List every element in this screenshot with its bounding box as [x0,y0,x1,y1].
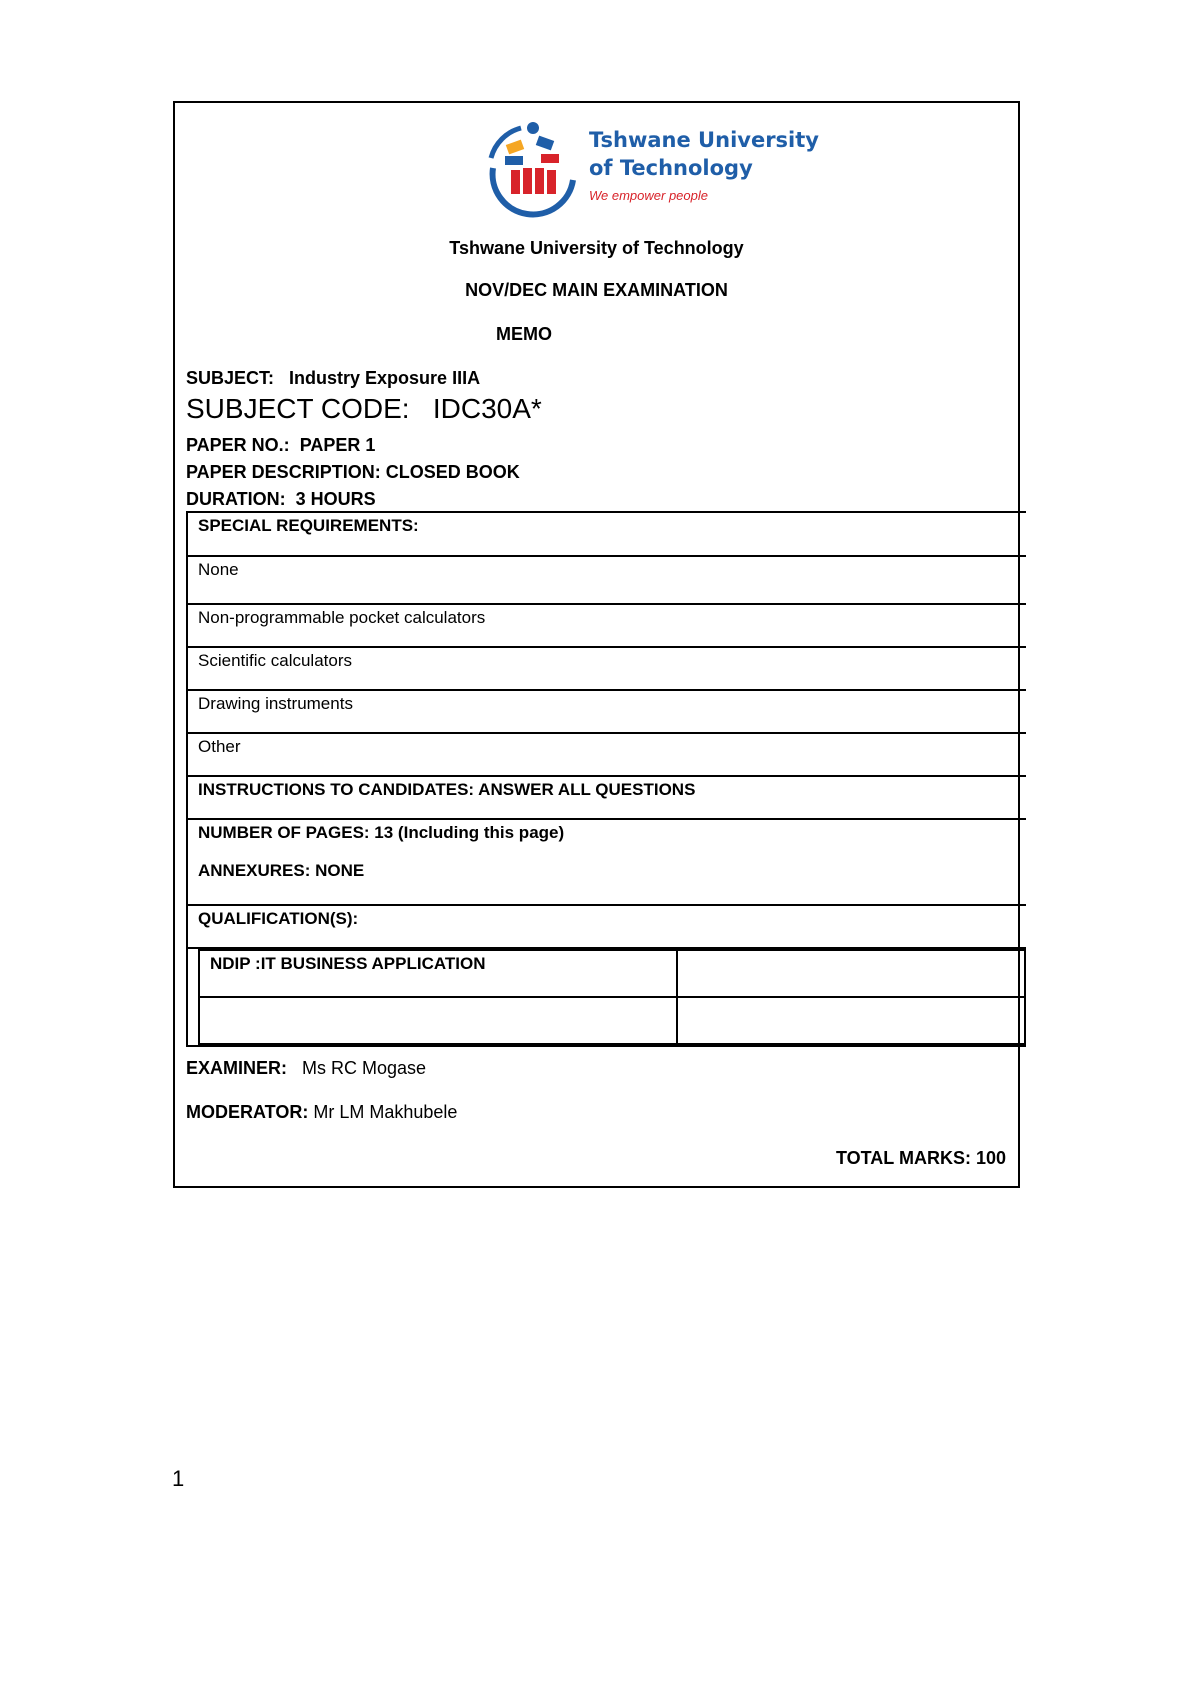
special-requirements-heading: SPECIAL REQUIREMENTS: [187,512,1026,556]
memo-label: MEMO [496,324,552,344]
annexures: ANNEXURES: NONE [198,861,365,880]
description-label: PAPER DESCRIPTION: [186,462,381,482]
qualifications-heading: QUALIFICATION(S): [187,905,1026,948]
requirement-item: Scientific calculators [187,647,1026,690]
pages-annexures-cell [187,819,1026,905]
qualification-cell [199,997,677,1044]
subject-label: SUBJECT: [186,368,275,388]
subject-code-label: SUBJECT CODE: [186,393,410,424]
requirement-item: None [187,556,1026,604]
qualification-cell [677,997,1025,1044]
university-emblem-icon [481,118,585,218]
university-logo [481,118,819,218]
examiner-value: Ms RC Mogase [302,1058,427,1078]
moderator-line [186,1102,457,1123]
qualifications-table [198,949,1026,1045]
requirements-table [186,511,1026,1047]
requirement-item: Non-programmable pocket calculators [187,604,1026,647]
exam-session: NOV/DEC MAIN EXAMINATION [465,280,728,300]
paper-label: PAPER NO.: [186,435,290,455]
qualification-cell [677,950,1025,997]
number-of-pages: NUMBER OF PAGES: 13 (Including this page) [198,823,565,842]
logo-tagline: We empower people [589,188,708,203]
paper-line [186,435,375,456]
moderator-value: Mr LM Makhubele [313,1102,458,1122]
institution-name: Tshwane University of Technology [449,238,744,258]
qualification-cell: NDIP :IT BUSINESS APPLICATION [199,950,677,997]
instructions-to-candidates: INSTRUCTIONS TO CANDIDATES: ANSWER ALL QUESTIONS [187,776,1026,819]
paper-value: PAPER 1 [299,435,376,455]
description-line [186,462,520,483]
description-value: CLOSED BOOK [385,462,520,482]
subject-value: Industry Exposure IIIA [289,368,481,388]
examiner-label: EXAMINER: [186,1058,288,1078]
moderator-label: MODERATOR: [186,1102,309,1122]
logo-name-line2: of Technology [589,156,753,180]
exam-cover-frame [173,101,1020,1188]
total-marks: TOTAL MARKS: 100 [835,1148,1006,1168]
subject-code-value: IDC30A* [432,393,542,424]
page-number: 1 [172,1466,185,1491]
requirement-item: Other [187,733,1026,776]
logo-name-line1: Tshwane University [589,128,819,152]
duration-line [186,489,376,510]
qualifications-cell [187,948,1026,1046]
requirement-item: Drawing instruments [187,690,1026,733]
examiner-line [186,1058,426,1079]
subject-line [186,368,480,389]
duration-value: 3 HOURS [295,489,376,509]
subject-code-line [186,393,542,425]
duration-label: DURATION: [186,489,286,509]
